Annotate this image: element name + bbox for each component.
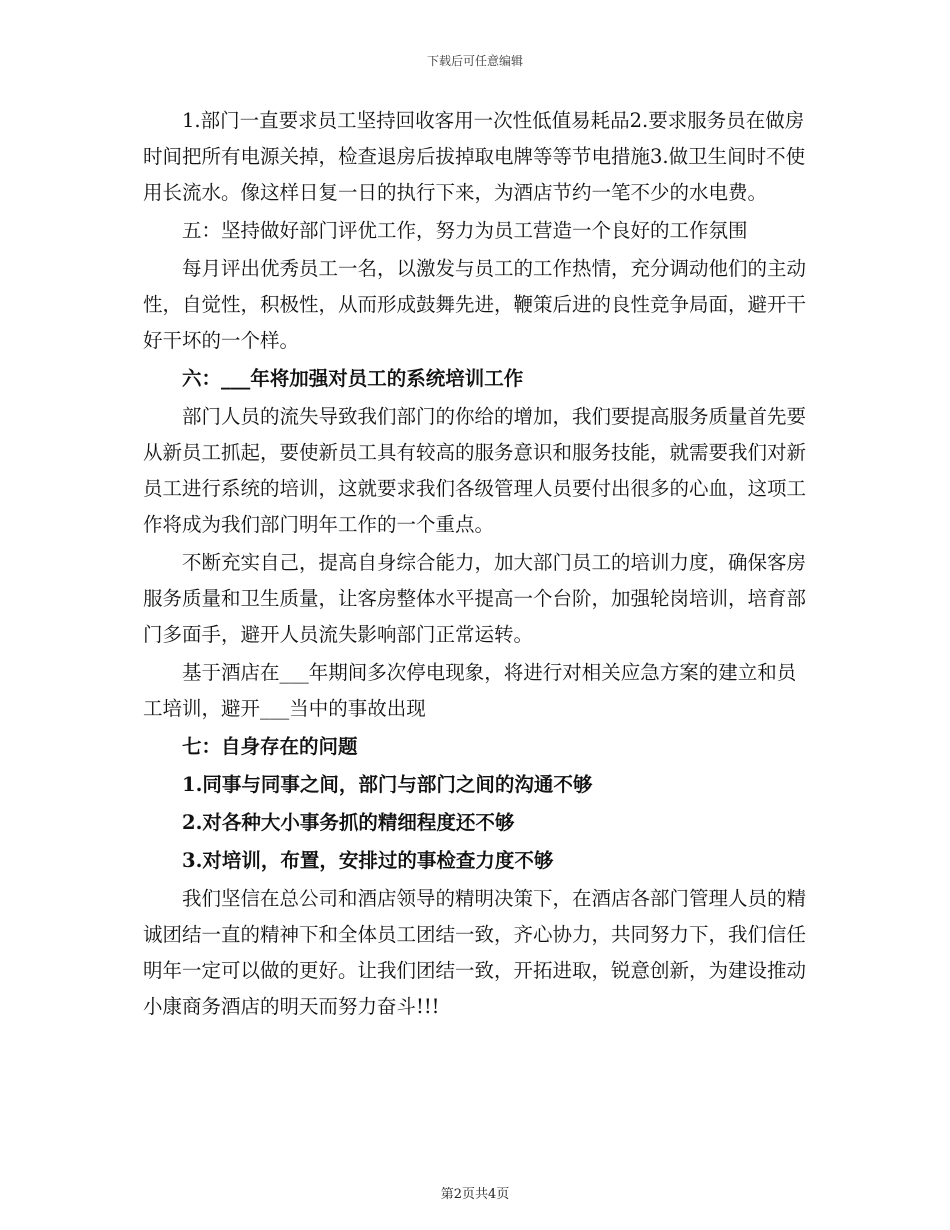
paragraph-self-improvement: 不断充实自己，提高自身综合能力，加大部门员工的培训力度，确保客房服务质量和卫生质量，让客房整体水平提高一个台阶，加强轮岗培训，培育部门多面手，避开人员流失影响部门正常运转。 (143, 551, 807, 646)
page-header: 下载后可任意编辑 (426, 54, 523, 68)
paragraph-monthly-award: 每月评出优秀员工一名，以激发与员工的工作热情，充分调动他们的主动性，自觉性，积极性，从而形成鼓舞先进，鞭策后进的良性竞争局面，避开干好干坏的一个样。 (143, 257, 807, 352)
problem-item-3: 3.对培训，布置，安排过的事检查力度不够 (182, 849, 554, 872)
paragraph-energy-saving: 1.部门一直要求员工坚持回收客用一次性低值易耗品2.要求服务员在做房时间把所有电源关掉，检查退房后拔掉取电牌等等节电措施3.做卫生间时不使用长流水。像这样日复一日的执行下来，为酒店节约一笔不少的水电费。 (143, 109, 806, 204)
problem-item-1: 1.同事与同事之间，部门与部门之间的沟通不够 (182, 773, 593, 796)
document-body (143, 103, 808, 1025)
section-heading-seven: 七：自身存在的问题 (182, 735, 358, 758)
problem-item-2: 2.对各种大小事务抓的精细程度还不够 (182, 811, 515, 834)
page-number: 第2页共4页 (440, 1187, 510, 1202)
section-heading-six: 六：___年将加强对员工的系统培训工作 (182, 367, 524, 390)
section-heading-five: 五：坚持做好部门评优工作，努力为员工营造一个良好的工作氛围 (182, 219, 748, 242)
paragraph-power-outage: 基于酒店在___年期间多次停电现象，将进行对相关应急方案的建立和员工培训，避开___当中的事故出现 (143, 661, 797, 720)
paragraph-staff-turnover: 部门人员的流失导致我们部门的你给的增加，我们要提高服务质量首先要从新员工抓起，要使新员工具有较高的服务意识和服务技能，就需要我们对新员工进行系统的培训，这就要求我们各级管理人员要付出很多的心血，这项工作将成为我们部门明年工作的一个重点。 (143, 405, 807, 536)
paragraph-conclusion: 我们坚信在总公司和酒店领导的精明决策下，在酒店各部门管理人员的精诚团结一直的精神下和全体员工团结一致，齐心协力，共同努力下，我们信任明年一定可以做的更好。让我们团结一致，开拓进取，锐意创新，为建设推动小康商务酒店的明天而努力奋斗!!! (143, 887, 807, 1018)
